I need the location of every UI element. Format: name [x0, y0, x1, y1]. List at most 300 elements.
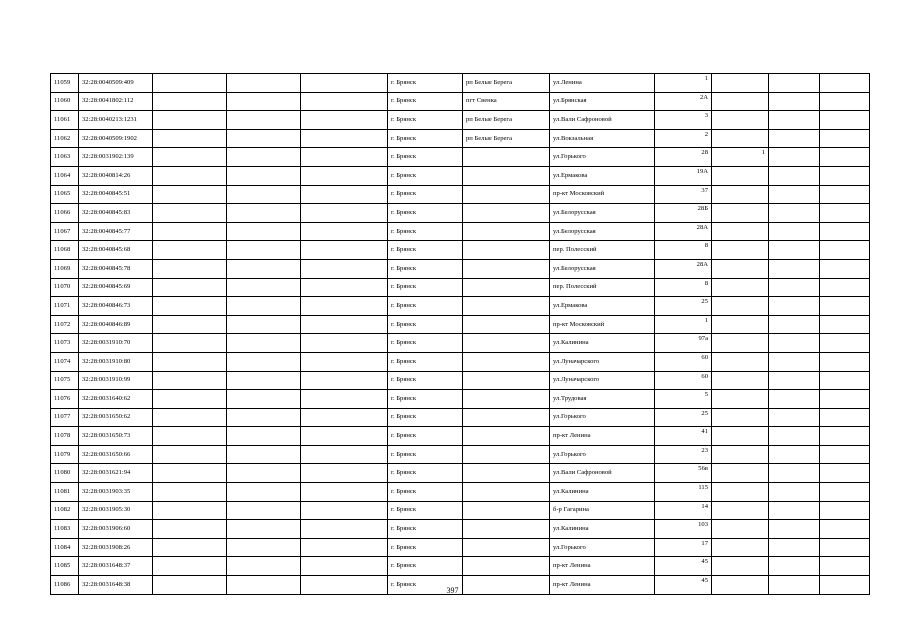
house-number-cell: 23 — [655, 445, 712, 464]
empty-cell — [153, 334, 227, 353]
row-number-cell: 11068 — [51, 241, 79, 260]
empty-cell — [153, 278, 227, 297]
empty-cell — [820, 501, 870, 520]
house-number-cell: 41 — [655, 427, 712, 446]
empty-cell — [820, 408, 870, 427]
table-row — [51, 445, 870, 464]
empty-cell — [820, 74, 870, 93]
house-number-cell: 45 — [655, 576, 712, 595]
extra-value-cell — [712, 92, 769, 111]
cadastral-number-cell: 32:28:0031650:62 — [79, 408, 153, 427]
table-body — [51, 74, 870, 595]
empty-cell — [227, 538, 301, 557]
house-number-cell: 25 — [655, 297, 712, 316]
empty-cell — [301, 464, 388, 483]
row-number-cell: 11081 — [51, 483, 79, 502]
empty-cell — [227, 334, 301, 353]
empty-cell — [301, 483, 388, 502]
extra-value-cell — [712, 74, 769, 93]
empty-cell — [820, 185, 870, 204]
empty-cell — [769, 390, 820, 409]
row-number-cell: 11076 — [51, 390, 79, 409]
cadastral-number-cell: 32:28:0031621:94 — [79, 464, 153, 483]
empty-cell — [820, 315, 870, 334]
row-number-cell: 11073 — [51, 334, 79, 353]
empty-cell — [227, 464, 301, 483]
settlement-cell: рп Белые Берега — [463, 111, 550, 130]
extra-value-cell — [712, 129, 769, 148]
extra-value-cell — [712, 204, 769, 223]
city-cell: г. Брянск — [388, 241, 463, 260]
empty-cell — [153, 520, 227, 539]
settlement-cell — [463, 315, 550, 334]
city-cell: г. Брянск — [388, 464, 463, 483]
empty-cell — [769, 538, 820, 557]
empty-cell — [301, 148, 388, 167]
cadastral-number-cell: 32:28:0031640:62 — [79, 390, 153, 409]
extra-value-cell — [712, 445, 769, 464]
empty-cell — [301, 315, 388, 334]
row-number-cell: 11065 — [51, 185, 79, 204]
table-row — [51, 427, 870, 446]
city-cell: г. Брянск — [388, 520, 463, 539]
city-cell: г. Брянск — [388, 483, 463, 502]
street-cell: пр-кт Ленина — [550, 576, 655, 595]
city-cell: г. Брянск — [388, 185, 463, 204]
empty-cell — [820, 371, 870, 390]
settlement-cell — [463, 222, 550, 241]
cadastral-number-cell: 32:28:0040845:83 — [79, 204, 153, 223]
table-row — [51, 148, 870, 167]
empty-cell — [153, 74, 227, 93]
empty-cell — [301, 92, 388, 111]
settlement-cell — [463, 557, 550, 576]
city-cell: г. Брянск — [388, 111, 463, 130]
house-number-cell: 8 — [655, 241, 712, 260]
property-table — [50, 73, 870, 595]
house-number-cell: 103 — [655, 520, 712, 539]
empty-cell — [153, 204, 227, 223]
empty-cell — [301, 259, 388, 278]
cadastral-number-cell: 32:28:0031650:73 — [79, 427, 153, 446]
house-number-cell: 17 — [655, 538, 712, 557]
empty-cell — [769, 408, 820, 427]
empty-cell — [227, 501, 301, 520]
street-cell: ул.Ермакова — [550, 297, 655, 316]
empty-cell — [769, 427, 820, 446]
city-cell: г. Брянск — [388, 408, 463, 427]
house-number-cell: 19А — [655, 166, 712, 185]
empty-cell — [153, 371, 227, 390]
street-cell: пер. Полесский — [550, 278, 655, 297]
empty-cell — [153, 111, 227, 130]
table-row — [51, 222, 870, 241]
empty-cell — [227, 352, 301, 371]
cadastral-number-cell: 32:28:0031903:35 — [79, 483, 153, 502]
empty-cell — [769, 148, 820, 167]
settlement-cell: пгт Свенка — [463, 92, 550, 111]
extra-value-cell — [712, 334, 769, 353]
empty-cell — [153, 408, 227, 427]
empty-cell — [769, 278, 820, 297]
cadastral-number-cell: 32:28:0040845:68 — [79, 241, 153, 260]
street-cell: ул.Луначарского — [550, 352, 655, 371]
row-number-cell: 11063 — [51, 148, 79, 167]
empty-cell — [769, 185, 820, 204]
city-cell: г. Брянск — [388, 352, 463, 371]
empty-cell — [153, 297, 227, 316]
row-number-cell: 11075 — [51, 371, 79, 390]
extra-value-cell — [712, 278, 769, 297]
empty-cell — [153, 557, 227, 576]
empty-cell — [820, 148, 870, 167]
settlement-cell — [463, 166, 550, 185]
empty-cell — [769, 501, 820, 520]
table-row — [51, 352, 870, 371]
empty-cell — [227, 520, 301, 539]
city-cell: г. Брянск — [388, 576, 463, 595]
row-number-cell: 11086 — [51, 576, 79, 595]
empty-cell — [153, 427, 227, 446]
settlement-cell — [463, 148, 550, 167]
empty-cell — [227, 92, 301, 111]
extra-value-cell — [712, 483, 769, 502]
empty-cell — [227, 445, 301, 464]
street-cell: ул.Белорусская — [550, 259, 655, 278]
house-number-cell: 28А — [655, 222, 712, 241]
empty-cell — [227, 557, 301, 576]
row-number-cell: 11071 — [51, 297, 79, 316]
empty-cell — [227, 315, 301, 334]
cadastral-number-cell: 32:28:0031910:99 — [79, 371, 153, 390]
city-cell: г. Брянск — [388, 148, 463, 167]
table-row — [51, 185, 870, 204]
empty-cell — [153, 315, 227, 334]
settlement-cell — [463, 427, 550, 446]
empty-cell — [820, 464, 870, 483]
empty-cell — [301, 129, 388, 148]
empty-cell — [153, 538, 227, 557]
house-number-cell: 1 — [655, 74, 712, 93]
extra-value-cell — [712, 520, 769, 539]
table-row — [51, 464, 870, 483]
row-number-cell: 11062 — [51, 129, 79, 148]
table-row — [51, 74, 870, 93]
row-number-cell: 11079 — [51, 445, 79, 464]
empty-cell — [769, 204, 820, 223]
house-number-cell: 97а — [655, 334, 712, 353]
cadastral-number-cell: 32:28:0031650:66 — [79, 445, 153, 464]
empty-cell — [769, 129, 820, 148]
settlement-cell — [463, 297, 550, 316]
house-number-cell: 28А — [655, 259, 712, 278]
empty-cell — [820, 204, 870, 223]
empty-cell — [769, 352, 820, 371]
extra-value-cell — [712, 464, 769, 483]
city-cell: г. Брянск — [388, 390, 463, 409]
table-row — [51, 259, 870, 278]
city-cell: г. Брянск — [388, 204, 463, 223]
empty-cell — [769, 520, 820, 539]
empty-cell — [227, 371, 301, 390]
empty-cell — [227, 222, 301, 241]
cadastral-number-cell: 32:28:0031908:26 — [79, 538, 153, 557]
street-cell: ул.Горького — [550, 445, 655, 464]
table-row — [51, 241, 870, 260]
empty-cell — [769, 241, 820, 260]
city-cell: г. Брянск — [388, 278, 463, 297]
street-cell: ул.Луначарского — [550, 371, 655, 390]
empty-cell — [227, 408, 301, 427]
empty-cell — [153, 390, 227, 409]
empty-cell — [769, 92, 820, 111]
city-cell: г. Брянск — [388, 259, 463, 278]
street-cell: ул.Горького — [550, 148, 655, 167]
row-number-cell: 11067 — [51, 222, 79, 241]
table-row — [51, 557, 870, 576]
city-cell: г. Брянск — [388, 371, 463, 390]
cadastral-number-cell: 32:28:0031905:30 — [79, 501, 153, 520]
cadastral-number-cell: 32:28:0040814:26 — [79, 166, 153, 185]
empty-cell — [153, 352, 227, 371]
empty-cell — [301, 352, 388, 371]
empty-cell — [301, 166, 388, 185]
extra-value-cell — [712, 501, 769, 520]
empty-cell — [769, 464, 820, 483]
empty-cell — [820, 445, 870, 464]
empty-cell — [227, 185, 301, 204]
city-cell: г. Брянск — [388, 538, 463, 557]
empty-cell — [301, 241, 388, 260]
settlement-cell — [463, 259, 550, 278]
empty-cell — [769, 334, 820, 353]
table-row — [51, 538, 870, 557]
extra-value-cell — [712, 166, 769, 185]
city-cell: г. Брянск — [388, 315, 463, 334]
settlement-cell — [463, 445, 550, 464]
empty-cell — [301, 222, 388, 241]
empty-cell — [820, 222, 870, 241]
city-cell: г. Брянск — [388, 74, 463, 93]
house-number-cell: 3 — [655, 111, 712, 130]
cadastral-number-cell: 32:28:0040845:69 — [79, 278, 153, 297]
row-number-cell: 11077 — [51, 408, 79, 427]
row-number-cell: 11083 — [51, 520, 79, 539]
street-cell: ул.Калинина — [550, 520, 655, 539]
settlement-cell — [463, 352, 550, 371]
empty-cell — [153, 501, 227, 520]
extra-value-cell — [712, 241, 769, 260]
empty-cell — [820, 427, 870, 446]
empty-cell — [227, 297, 301, 316]
empty-cell — [820, 129, 870, 148]
empty-cell — [153, 129, 227, 148]
street-cell: ул.Горького — [550, 408, 655, 427]
empty-cell — [769, 557, 820, 576]
street-cell: пр-кт Ленина — [550, 427, 655, 446]
row-number-cell: 11085 — [51, 557, 79, 576]
cadastral-number-cell: 32:28:0031902:139 — [79, 148, 153, 167]
empty-cell — [769, 297, 820, 316]
empty-cell — [153, 445, 227, 464]
extra-value-cell — [712, 315, 769, 334]
empty-cell — [153, 483, 227, 502]
cadastral-number-cell: 32:28:0040509:1902 — [79, 129, 153, 148]
settlement-cell — [463, 204, 550, 223]
cadastral-number-cell: 32:28:0041802:112 — [79, 92, 153, 111]
city-cell: г. Брянск — [388, 166, 463, 185]
city-cell: г. Брянск — [388, 222, 463, 241]
street-cell: ул.Брянская — [550, 92, 655, 111]
row-number-cell: 11080 — [51, 464, 79, 483]
table-row — [51, 111, 870, 130]
settlement-cell — [463, 501, 550, 520]
table-row — [51, 483, 870, 502]
settlement-cell — [463, 241, 550, 260]
empty-cell — [153, 185, 227, 204]
city-cell: г. Брянск — [388, 129, 463, 148]
table-row — [51, 371, 870, 390]
street-cell: ул.Калинина — [550, 334, 655, 353]
row-number-cell: 11084 — [51, 538, 79, 557]
street-cell: б-р Гагарина — [550, 501, 655, 520]
cadastral-number-cell: 32:28:0040846:73 — [79, 297, 153, 316]
cadastral-number-cell: 32:28:0040845:78 — [79, 259, 153, 278]
cadastral-number-cell: 32:28:0031910:80 — [79, 352, 153, 371]
empty-cell — [301, 185, 388, 204]
table-row — [51, 408, 870, 427]
settlement-cell — [463, 538, 550, 557]
city-cell: г. Брянск — [388, 557, 463, 576]
house-number-cell: 5 — [655, 390, 712, 409]
settlement-cell — [463, 483, 550, 502]
empty-cell — [769, 445, 820, 464]
house-number-cell: 60 — [655, 352, 712, 371]
house-number-cell: 2 — [655, 129, 712, 148]
house-number-cell: 2А — [655, 92, 712, 111]
street-cell: ул.Ермакова — [550, 166, 655, 185]
street-cell: ул.Вали Сафроновой — [550, 464, 655, 483]
extra-value-cell — [712, 297, 769, 316]
empty-cell — [820, 92, 870, 111]
empty-cell — [227, 259, 301, 278]
city-cell: г. Брянск — [388, 334, 463, 353]
empty-cell — [301, 111, 388, 130]
house-number-cell: 8 — [655, 278, 712, 297]
empty-cell — [820, 352, 870, 371]
settlement-cell: рп Белые Берега — [463, 74, 550, 93]
table-row — [51, 520, 870, 539]
house-number-cell: 45 — [655, 557, 712, 576]
extra-value-cell — [712, 222, 769, 241]
table-row — [51, 278, 870, 297]
empty-cell — [769, 111, 820, 130]
empty-cell — [769, 222, 820, 241]
row-number-cell: 11082 — [51, 501, 79, 520]
row-number-cell: 11078 — [51, 427, 79, 446]
empty-cell — [153, 259, 227, 278]
empty-cell — [153, 464, 227, 483]
empty-cell — [153, 148, 227, 167]
empty-cell — [769, 483, 820, 502]
row-number-cell: 11069 — [51, 259, 79, 278]
empty-cell — [301, 445, 388, 464]
empty-cell — [301, 557, 388, 576]
empty-cell — [227, 241, 301, 260]
settlement-cell: рп Белые Берега — [463, 129, 550, 148]
house-number-cell: 60 — [655, 371, 712, 390]
empty-cell — [820, 483, 870, 502]
empty-cell — [227, 166, 301, 185]
extra-value-cell — [712, 390, 769, 409]
empty-cell — [301, 538, 388, 557]
street-cell: ул.Вали Сафроновой — [550, 111, 655, 130]
street-cell: ул.Горького — [550, 538, 655, 557]
settlement-cell — [463, 278, 550, 297]
house-number-cell: 56в — [655, 464, 712, 483]
empty-cell — [769, 166, 820, 185]
empty-cell — [769, 315, 820, 334]
settlement-cell — [463, 390, 550, 409]
city-cell: г. Брянск — [388, 501, 463, 520]
empty-cell — [769, 74, 820, 93]
extra-value-cell — [712, 352, 769, 371]
row-number-cell: 11060 — [51, 92, 79, 111]
empty-cell — [227, 483, 301, 502]
street-cell: пр-кт Московский — [550, 185, 655, 204]
house-number-cell: 25 — [655, 408, 712, 427]
cadastral-number-cell: 32:28:0040509:409 — [79, 74, 153, 93]
city-cell: г. Брянск — [388, 297, 463, 316]
street-cell: ул.Ленина — [550, 74, 655, 93]
settlement-cell — [463, 464, 550, 483]
table-row — [51, 92, 870, 111]
house-number-cell: 115 — [655, 483, 712, 502]
settlement-cell — [463, 334, 550, 353]
extra-value-cell — [712, 371, 769, 390]
empty-cell — [301, 204, 388, 223]
empty-cell — [227, 74, 301, 93]
city-cell: г. Брянск — [388, 92, 463, 111]
empty-cell — [227, 204, 301, 223]
cadastral-number-cell: 32:28:0040845:51 — [79, 185, 153, 204]
empty-cell — [820, 111, 870, 130]
empty-cell — [227, 148, 301, 167]
empty-cell — [820, 557, 870, 576]
empty-cell — [820, 259, 870, 278]
empty-cell — [301, 297, 388, 316]
settlement-cell — [463, 371, 550, 390]
extra-value-cell — [712, 557, 769, 576]
table-row — [51, 204, 870, 223]
house-number-cell: 28 — [655, 148, 712, 167]
cadastral-number-cell: 32:28:0031910:70 — [79, 334, 153, 353]
house-number-cell: 1 — [655, 315, 712, 334]
empty-cell — [301, 427, 388, 446]
empty-cell — [227, 111, 301, 130]
empty-cell — [227, 129, 301, 148]
table-row — [51, 390, 870, 409]
row-number-cell: 11059 — [51, 74, 79, 93]
cadastral-number-cell: 32:28:0040845:77 — [79, 222, 153, 241]
row-number-cell: 11072 — [51, 315, 79, 334]
empty-cell — [820, 241, 870, 260]
table-row — [51, 129, 870, 148]
empty-cell — [769, 371, 820, 390]
street-cell: пр-кт Московский — [550, 315, 655, 334]
settlement-cell — [463, 185, 550, 204]
table-row — [51, 501, 870, 520]
